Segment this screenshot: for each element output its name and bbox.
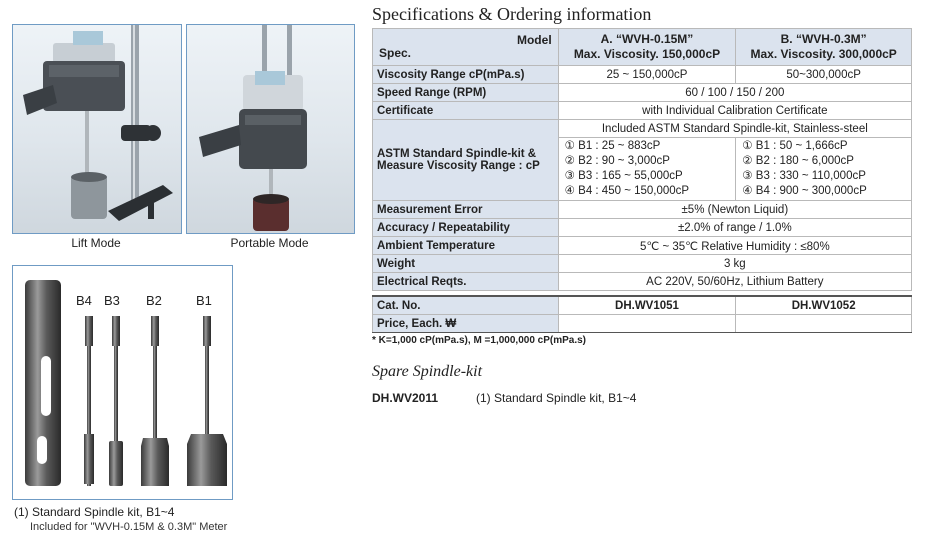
spare-title: Spare Spindle-kit	[372, 363, 483, 380]
row-label: Electrical Reqts.	[373, 273, 559, 291]
spindle-range-b-b1: ① B1 : 50 ~ 1,666cP	[742, 140, 848, 152]
spare-code: DH.WV2011	[372, 391, 439, 405]
weight-row	[373, 255, 912, 273]
viscosity-range-b: 50~300,000cP	[736, 66, 912, 84]
spec-label: Spec.	[379, 46, 412, 60]
model-label: Model	[516, 33, 552, 47]
row-label: Measurement Error	[373, 201, 559, 219]
spindle-included-row	[373, 120, 912, 138]
certificate-value: with Individual Calibration Certificate	[558, 102, 911, 120]
spindle-ranges-a	[558, 138, 736, 201]
cat-no-b: DH.WV1052	[736, 296, 912, 315]
spindle-range-a-b1: ① B1 : 25 ~ 883cP	[564, 140, 661, 152]
lift-mode-caption: Lift Mode	[71, 236, 121, 250]
price-a	[558, 315, 736, 333]
viscosity-range-a: 25 ~ 150,000cP	[558, 66, 736, 84]
model-a-header	[558, 29, 736, 66]
spec-title: Specifications & Ordering information	[372, 4, 652, 24]
row-label: Viscosity Range cP(mPa.s)	[373, 66, 559, 84]
spindle-label-b4: B4	[76, 293, 92, 308]
spindle-label-cell	[373, 120, 559, 201]
viscosity-range-row	[373, 66, 912, 84]
spindle-range-a-b2: ② B2 : 90 ~ 3,000cP	[564, 155, 670, 167]
spindle-label-b1: B1	[196, 293, 212, 308]
row-label: Cat. No.	[373, 296, 559, 315]
weight-value: 3 kg	[558, 255, 911, 273]
certificate-row	[373, 102, 912, 120]
accuracy-value: ±2.0% of range / 1.0%	[558, 219, 911, 237]
speed-range-value: 60 / 100 / 150 / 200	[558, 84, 911, 102]
lift-mode-photo	[12, 24, 182, 234]
model-b-name: B. “WVH-0.3M”	[780, 32, 867, 46]
accuracy-row	[373, 219, 912, 237]
model-b-sub: Max. Viscosity. 300,000cP	[750, 47, 897, 61]
row-label: Accuracy / Repeatability	[373, 219, 559, 237]
ambient-value: 5℃ ~ 35℃ Relative Humidity : ≤80%	[558, 237, 911, 255]
spec-model-corner	[373, 29, 559, 66]
row-label: Speed Range (RPM)	[373, 84, 559, 102]
speed-range-row	[373, 84, 912, 102]
unit-note: * K=1,000 cP(mPa.s), M =1,000,000 cP(mPa.s)	[372, 335, 587, 346]
spare-desc: (1) Standard Spindle kit, B1~4	[476, 391, 637, 405]
portable-mode-photo	[186, 24, 355, 234]
model-b-header	[736, 29, 912, 66]
spec-header-row	[373, 29, 912, 66]
spindle-range-b-b4: ④ B4 : 900 ~ 300,000cP	[742, 185, 867, 197]
measurement-error-value: ±5% (Newton Liquid)	[558, 201, 911, 219]
row-label: Price, Each. ₩	[373, 315, 559, 333]
spindle-label-b3: B3	[104, 293, 120, 308]
model-a-sub: Max. Viscosity. 150,000cP	[573, 47, 721, 61]
spindle-ranges-b	[736, 138, 912, 201]
spec-table	[372, 28, 912, 333]
portable-mode-caption: Portable Mode	[230, 236, 309, 250]
price-row	[373, 315, 912, 333]
electrical-value: AC 220V, 50/60Hz, Lithium Battery	[558, 273, 911, 291]
spindle-range-a-b4: ④ B4 : 450 ~ 150,000cP	[564, 185, 690, 197]
cat-no-row	[373, 296, 912, 315]
row-label: Certificate	[373, 102, 559, 120]
electrical-row	[373, 273, 912, 291]
price-b	[736, 315, 912, 333]
row-label: Weight	[373, 255, 559, 273]
spindle-included-value: Included ASTM Standard Spindle-kit, Stainless-steel	[558, 120, 911, 138]
spindle-label-b2: B2	[146, 293, 162, 308]
spindle-range-a-b3: ③ B3 : 165 ~ 55,000cP	[564, 170, 683, 182]
kit-caption: (1) Standard Spindle kit, B1~4	[14, 505, 175, 519]
model-a-name: A. “WVH-0.15M”	[600, 32, 694, 46]
spindle-label-line2: Measure Viscosity Range : cP	[377, 160, 540, 172]
ambient-row	[373, 237, 912, 255]
spindle-range-b-b2: ② B2 : 180 ~ 6,000cP	[742, 155, 854, 167]
measurement-error-row	[373, 201, 912, 219]
kit-caption-sub: Included for "WVH-0.15M & 0.3M" Meter	[30, 521, 228, 533]
spindle-label-line1: ASTM Standard Spindle-kit &	[377, 148, 537, 160]
cat-no-a: DH.WV1051	[558, 296, 736, 315]
spindle-range-b-b3: ③ B3 : 330 ~ 110,000cP	[742, 170, 866, 182]
row-label: Ambient Temperature	[373, 237, 559, 255]
